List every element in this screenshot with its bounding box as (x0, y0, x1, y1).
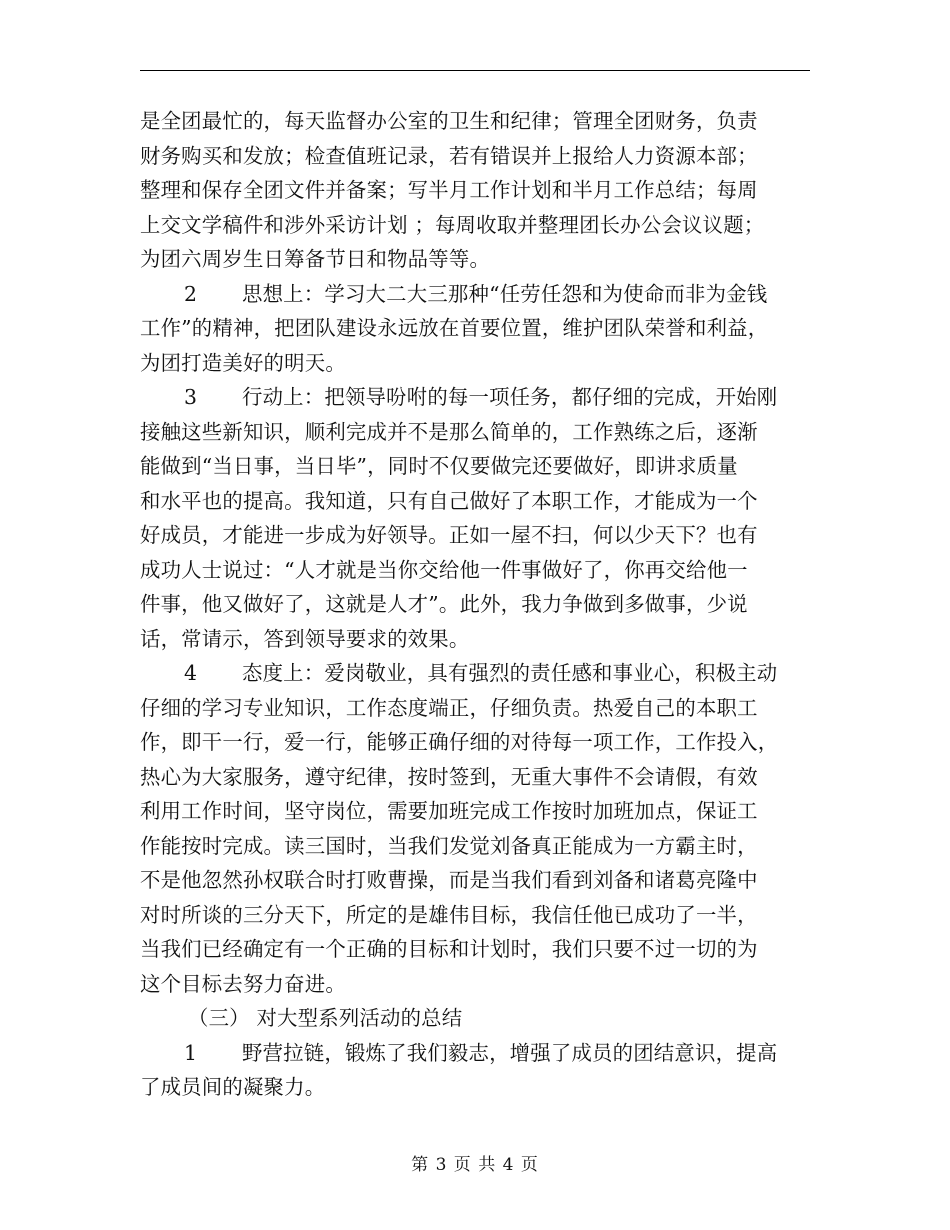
paragraph-line: 上交文学稿件和涉外采访计划 ；每周收取并整理团长办公会议议题； (140, 212, 765, 237)
paragraph-line: 件事，他又做好了，这就是人才”。此外，我力争做到多做事，少说 (140, 592, 748, 616)
list-number: 1 (184, 1040, 198, 1065)
paragraph-line: 接触这些新知识，顺利完成并不是那么简单的，工作熟练之后，逐渐 (140, 419, 758, 444)
paragraph-line: 工作”的精神，把团队建设永远放在首要位置，维护团队荣誉和利益， (140, 316, 769, 340)
list-item-2-first-line (140, 277, 812, 312)
paragraph-line: 为团打造美好的明天。 (140, 350, 346, 375)
paragraph-line: 是全团最忙的，每天监督办公室的卫生和纪律；管理全团财务，负责 (140, 109, 758, 133)
paragraph-line: 作能按时完成。读三国时，当我们发觉刘备真正能成为一方霸主时， (140, 833, 758, 858)
paragraph-line: 能做到“当日事，当日毕”，同时不仅要做完还要做好，即讲求质量 (140, 454, 738, 478)
paragraph-line: 不是他忽然孙权联合时打败曹操，而是当我们看到刘备和诸葛亮隆中 (140, 868, 758, 892)
paragraph-line: 对时所谈的三分天下，所定的是雄伟目标，我信任他已成功了一半， (140, 902, 758, 927)
list-item-5-first-line (140, 1036, 812, 1071)
header-rule (140, 70, 810, 71)
paragraph-line: 财务购买和发放；检查值班记录，若有错误并上报给人力资源本部； (140, 143, 758, 168)
paragraph-line: 了成员间的凝聚力。 (140, 1075, 326, 1099)
list-number: 3 (184, 385, 198, 409)
paragraph-line: 这个目标去努力奋进。 (140, 971, 346, 996)
list-number: 4 (184, 661, 198, 685)
paragraph-line: 好成员，才能进一步成为好领导。正如一屋不扫，何以少天下？也有 (140, 523, 758, 547)
list-item-text: 态度上：爱岗敬业，具有强烈的责任感和事业心，积极主动 (242, 661, 778, 685)
page-footer: 第 3 页 共 4 页 (411, 1155, 539, 1175)
section-heading: （三） 对大型系列活动的总结 (188, 1006, 463, 1030)
paragraph-line: 热心为大家服务，遵守纪律，按时签到，无重大事件不会请假，有效 (140, 764, 758, 789)
list-item-text: 行动上：把领导吩咐的每一项任务，都仔细的完成，开始刚 (242, 385, 778, 409)
paragraph-line: 利用工作时间，坚守岗位，需要加班完成工作按时加班加点，保证工 (140, 799, 758, 823)
list-item-4-first-line (140, 656, 812, 691)
list-item-3-first-line (140, 380, 812, 415)
document-body (140, 104, 812, 1105)
paragraph-line: 作，即干一行，爱一行，能够正确仔细的对待每一项工作，工作投入， (140, 730, 779, 754)
paragraph-line: 为团六周岁生日筹备节日和物品等等。 (140, 247, 491, 271)
paragraph-line: 和水平也的提高。我知道，只有自己做好了本职工作，才能成为一个 (140, 488, 758, 513)
paragraph-line: 仔细的学习专业知识，工作态度端正，仔细负责。热爱自己的本职工 (140, 695, 758, 720)
paragraph-line: 话，常请示，答到领导要求的效果。 (140, 626, 470, 651)
list-number: 2 (184, 281, 198, 306)
paragraph-line: 成功人士说过：“人才就是当你交给他一件事做好了，你再交给他一 (140, 557, 748, 582)
list-item-text: 野营拉链，锻炼了我们毅志，增强了成员的团结意识，提高 (242, 1040, 778, 1065)
paragraph-line: 当我们已经确定有一个正确的目标和计划时，我们只要不过一切的为 (140, 937, 758, 961)
paragraph-line: 整理和保存全团文件并备案；写半月工作计划和半月工作总结；每周 (140, 178, 758, 202)
list-item-text: 思想上：学习大二大三那种“任劳任怨和为使命而非为金钱 (242, 281, 768, 306)
